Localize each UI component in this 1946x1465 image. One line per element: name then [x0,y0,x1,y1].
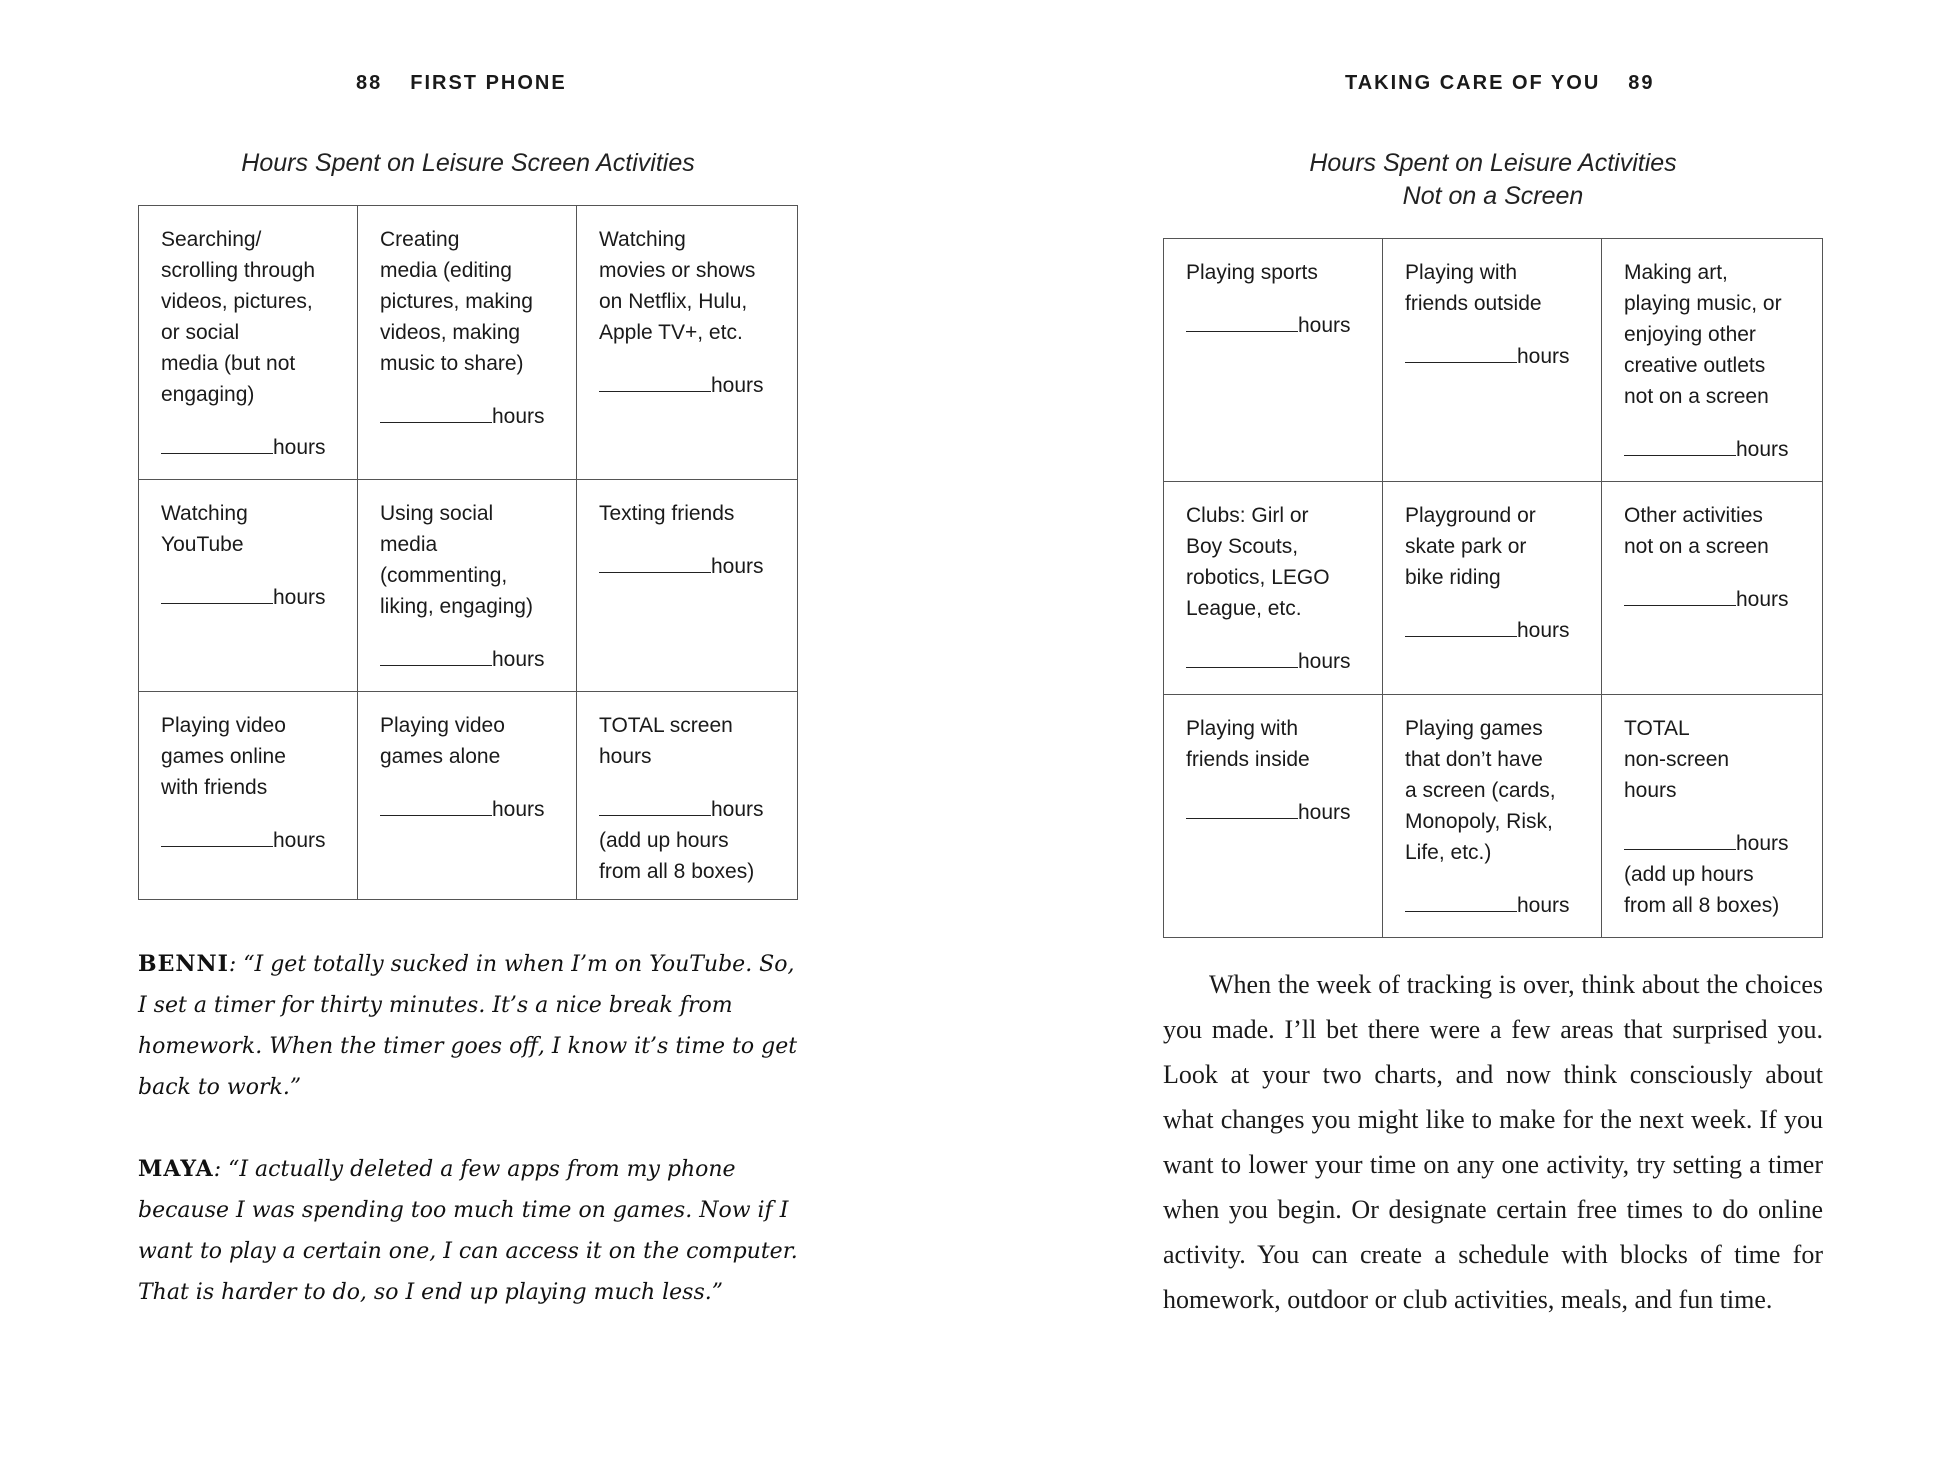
quote-speaker: MAYA [138,1156,214,1182]
hours-field [380,644,554,675]
non-screen-activities-table [1163,238,1823,938]
table-cell [358,206,577,480]
cell-label: Other activities not on a screen [1624,504,1769,558]
blank-line [161,433,273,454]
cell-label: Making art, playing music, or enjoying other creative outlets not on a screen [1624,261,1782,408]
hours-field [380,401,554,432]
table-cell [1164,482,1383,695]
hours-field [1405,890,1579,921]
blank-line [599,795,711,816]
hours-label: hours [1298,801,1351,824]
hours-label: hours [1736,832,1789,855]
table-cell [1602,482,1823,695]
hours-label: hours [1517,894,1570,917]
hours-field [1624,584,1800,615]
hours-label: hours [1736,438,1789,461]
cell-label: Using social media (commenting, liking, engaging) [380,502,533,618]
hours-label: hours [1736,588,1789,611]
hours-field [599,794,775,825]
table-cell [577,480,798,692]
hours-label: hours [492,405,545,428]
hours-label: hours [273,829,326,852]
cell-label: TOTAL screen hours [599,714,733,768]
blank-line [1624,585,1736,606]
table-cell [139,480,358,692]
hours-field [1186,646,1360,677]
hours-label: hours [711,374,764,397]
body-paragraph: When the week of tracking is over, think about the choices you made. I’ll bet there were a few areas that surprised you. Look at your two charts, and now think consciously about what changes you might like to make for the next week. If you want to lower your time on any one activity, try setting a timer when you begin. Or designate certain free times to do online activity. You can create a schedule with blocks of time for homework, outdoor or club activities, meals, and fun time. [1163,970,1823,1314]
hours-field [599,551,775,582]
running-head-right [1345,72,1655,95]
hours-label: hours [492,648,545,671]
blank-line [1186,647,1298,668]
blank-line [599,552,711,573]
running-title-left: FIRST PHONE [410,72,567,94]
table-cell [358,480,577,692]
hours-field [1405,341,1579,372]
blank-line [1624,829,1736,850]
table-cell [577,206,798,480]
blank-line [380,795,492,816]
table-cell [1383,239,1602,482]
hours-label: hours [492,798,545,821]
quote-maya [138,1149,798,1313]
cell-note: (add up hours from all 8 boxes) [1624,863,1780,917]
table-cell [1164,695,1383,938]
hours-label: hours [711,555,764,578]
blank-line [1405,342,1517,363]
cell-label: Playing with friends inside [1186,717,1310,771]
blank-line [1186,798,1298,819]
hours-label: hours [711,798,764,821]
cell-label: Creating media (editing pictures, making videos, making music to share) [380,228,533,375]
blank-line [1405,616,1517,637]
cell-note: (add up hours from all 8 boxes) [599,829,755,883]
cell-label: Playing video games online with friends [161,714,286,799]
blank-line [1186,311,1298,332]
non-screen-table-title: Hours Spent on Leisure Activities Not on a Screen [1309,149,1677,210]
hours-field [161,432,335,463]
quote-speaker: BENNI [138,951,229,977]
hours-field [1186,310,1360,341]
hours-label: hours [1298,314,1351,337]
cell-label: Texting friends [599,502,735,525]
blank-line [1624,435,1736,456]
table-cell [139,692,358,900]
quote-benni [138,944,798,1108]
table-cell [1602,695,1823,938]
blank-line [599,371,711,392]
table-cell [1602,239,1823,482]
cell-label: Playing with friends outside [1405,261,1542,315]
cell-label: Searching/ scrolling through videos, pictures, or social media (but not engaging) [161,228,316,406]
quote-text: : “I actually deleted a few apps from my phone because I was spending too much time on games. Now if I want to play a certain one, I can access it on the computer. That is harder to do, so I end up playing much less.” [138,1157,798,1305]
screen-table-title: Hours Spent on Leisure Screen Activities [241,149,695,177]
screen-activities-table [138,205,798,900]
cell-label: TOTAL non-screen hours [1624,717,1730,802]
table-cell [577,692,798,900]
cell-label: Watching YouTube [161,502,248,556]
blank-line [380,645,492,666]
hours-field [599,370,775,401]
cell-label: Playing sports [1186,261,1318,284]
hours-label: hours [1517,345,1570,368]
cell-label: Playing video games alone [380,714,505,768]
hours-label: hours [273,586,326,609]
hours-field [161,825,335,856]
blank-line [1405,891,1517,912]
hours-field [161,582,335,613]
running-head-left [356,72,567,95]
table-cell [1383,482,1602,695]
table-cell [358,692,577,900]
cell-label: Playing games that don’t have a screen (cards, Monopoly, Risk, Life, etc.) [1405,717,1556,864]
hours-field [1405,615,1579,646]
hours-field [380,794,554,825]
hours-label: hours [1298,650,1351,673]
blank-line [161,826,273,847]
table-cell [1383,695,1602,938]
blank-line [161,583,273,604]
hours-label: hours [1517,619,1570,642]
hours-field [1624,828,1800,859]
quote-text: : “I get totally sucked in when I’m on YouTube. So, I set a timer for thirty minutes. It’s a nice break from homework. When the timer goes off, I know it’s time to get back to work.” [138,952,798,1100]
hours-label: hours [273,436,326,459]
cell-label: Clubs: Girl or Boy Scouts, robotics, LEGO League, etc. [1186,504,1330,620]
hours-field [1186,797,1360,828]
running-title-right: TAKING CARE OF YOU [1345,72,1601,94]
hours-field [1624,434,1800,465]
table-cell [139,206,358,480]
blank-line [380,402,492,423]
cell-label: Watching movies or shows on Netflix, Hulu, Apple TV+, etc. [599,228,756,344]
page-number-left: 88 [356,72,383,94]
table-cell [1164,239,1383,482]
cell-label: Playground or skate park or bike riding [1405,504,1536,589]
page-number-right: 89 [1628,72,1655,94]
